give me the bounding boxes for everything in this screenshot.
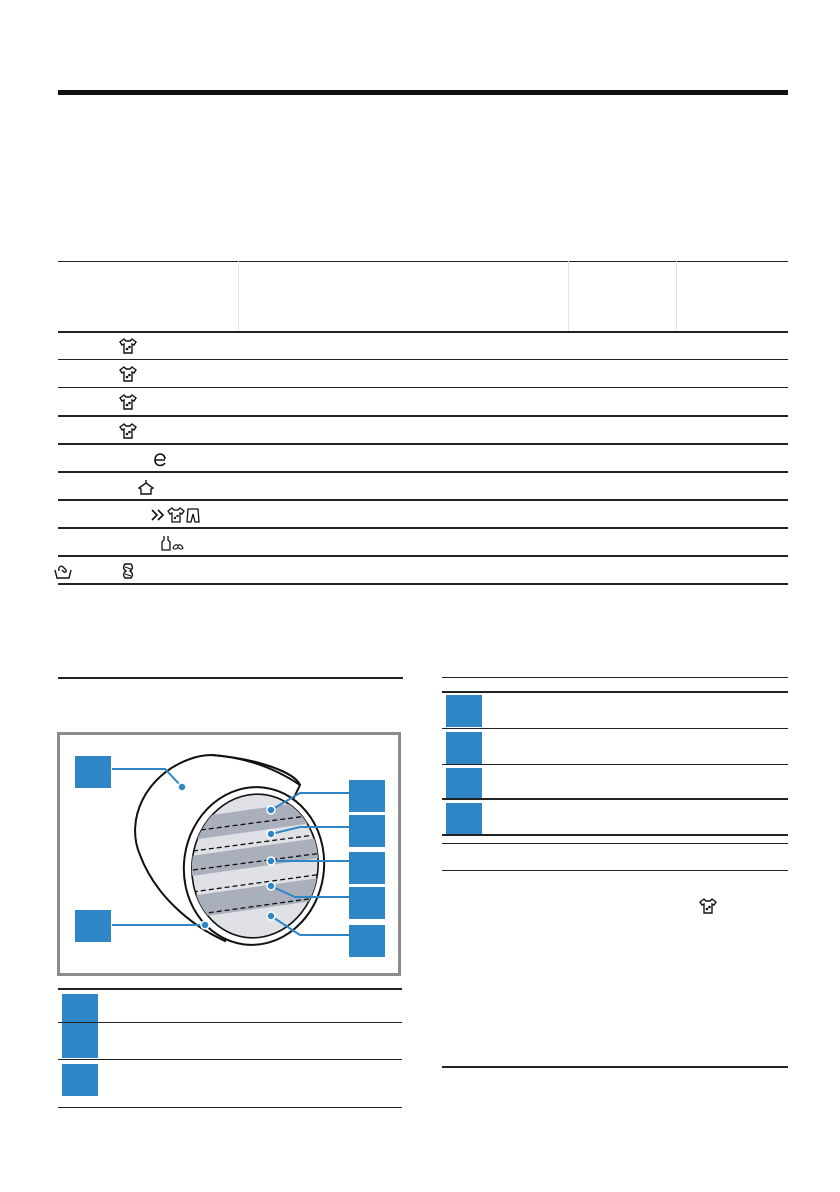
legend-badge: [62, 1026, 98, 1058]
delicates-icon: [160, 534, 186, 552]
legend-badge: [62, 1064, 98, 1096]
table-row: [58, 360, 788, 388]
table-row: [58, 445, 788, 473]
callout-badge: [349, 887, 385, 919]
table-row: [58, 529, 788, 557]
table-top-rule: [58, 261, 788, 262]
hanger-shirt-icon: [136, 478, 158, 496]
shirt-care-icon: [118, 365, 140, 383]
legend-rule: [58, 988, 402, 990]
shirt-care-icon: [118, 393, 140, 411]
column-separator: [568, 261, 569, 331]
drum-filter-figure: [57, 732, 401, 976]
legend-rule: [442, 834, 788, 836]
legend-badge: [446, 768, 482, 800]
shirt-care-icon: [698, 897, 718, 915]
callout-badge: [349, 852, 385, 884]
legend-rule: [442, 870, 788, 871]
table-row: [58, 473, 788, 501]
table-row: [58, 332, 788, 360]
legend-bottom-rule: [442, 1066, 788, 1068]
legend-rule: [442, 798, 788, 800]
callout-badge: [349, 780, 385, 812]
fast-mix-icon: [150, 506, 212, 524]
wool-skein-icon: [118, 562, 140, 580]
legend-rule: [442, 843, 788, 844]
table-row: [58, 557, 788, 585]
table-row: [58, 501, 788, 529]
legend-badge: [446, 803, 482, 835]
eco-e-icon: [150, 450, 172, 468]
legend-badge: [446, 695, 482, 727]
column-separator: [676, 261, 677, 331]
table-row: [58, 388, 788, 416]
shirt-care-icon: [118, 422, 140, 440]
legend-rule: [442, 677, 788, 678]
shirt-care-icon: [118, 337, 140, 355]
handwash-tub-icon: [52, 562, 74, 580]
legend-badge: [446, 732, 482, 764]
callout-badge: [75, 756, 111, 788]
legend-rule: [58, 1107, 402, 1108]
top-rule: [58, 90, 788, 95]
table-bottom-rule: [58, 583, 788, 585]
callout-badge: [75, 910, 111, 942]
column-separator: [238, 261, 239, 331]
callout-badge: [349, 815, 385, 847]
callout-badge: [349, 925, 385, 957]
section-rule: [58, 677, 403, 679]
table-row: [58, 417, 788, 445]
legend-rule: [442, 728, 788, 729]
legend-rule: [442, 764, 788, 765]
legend-rule: [442, 691, 788, 693]
legend-rule: [58, 1059, 402, 1060]
legend-rule: [58, 1022, 402, 1023]
